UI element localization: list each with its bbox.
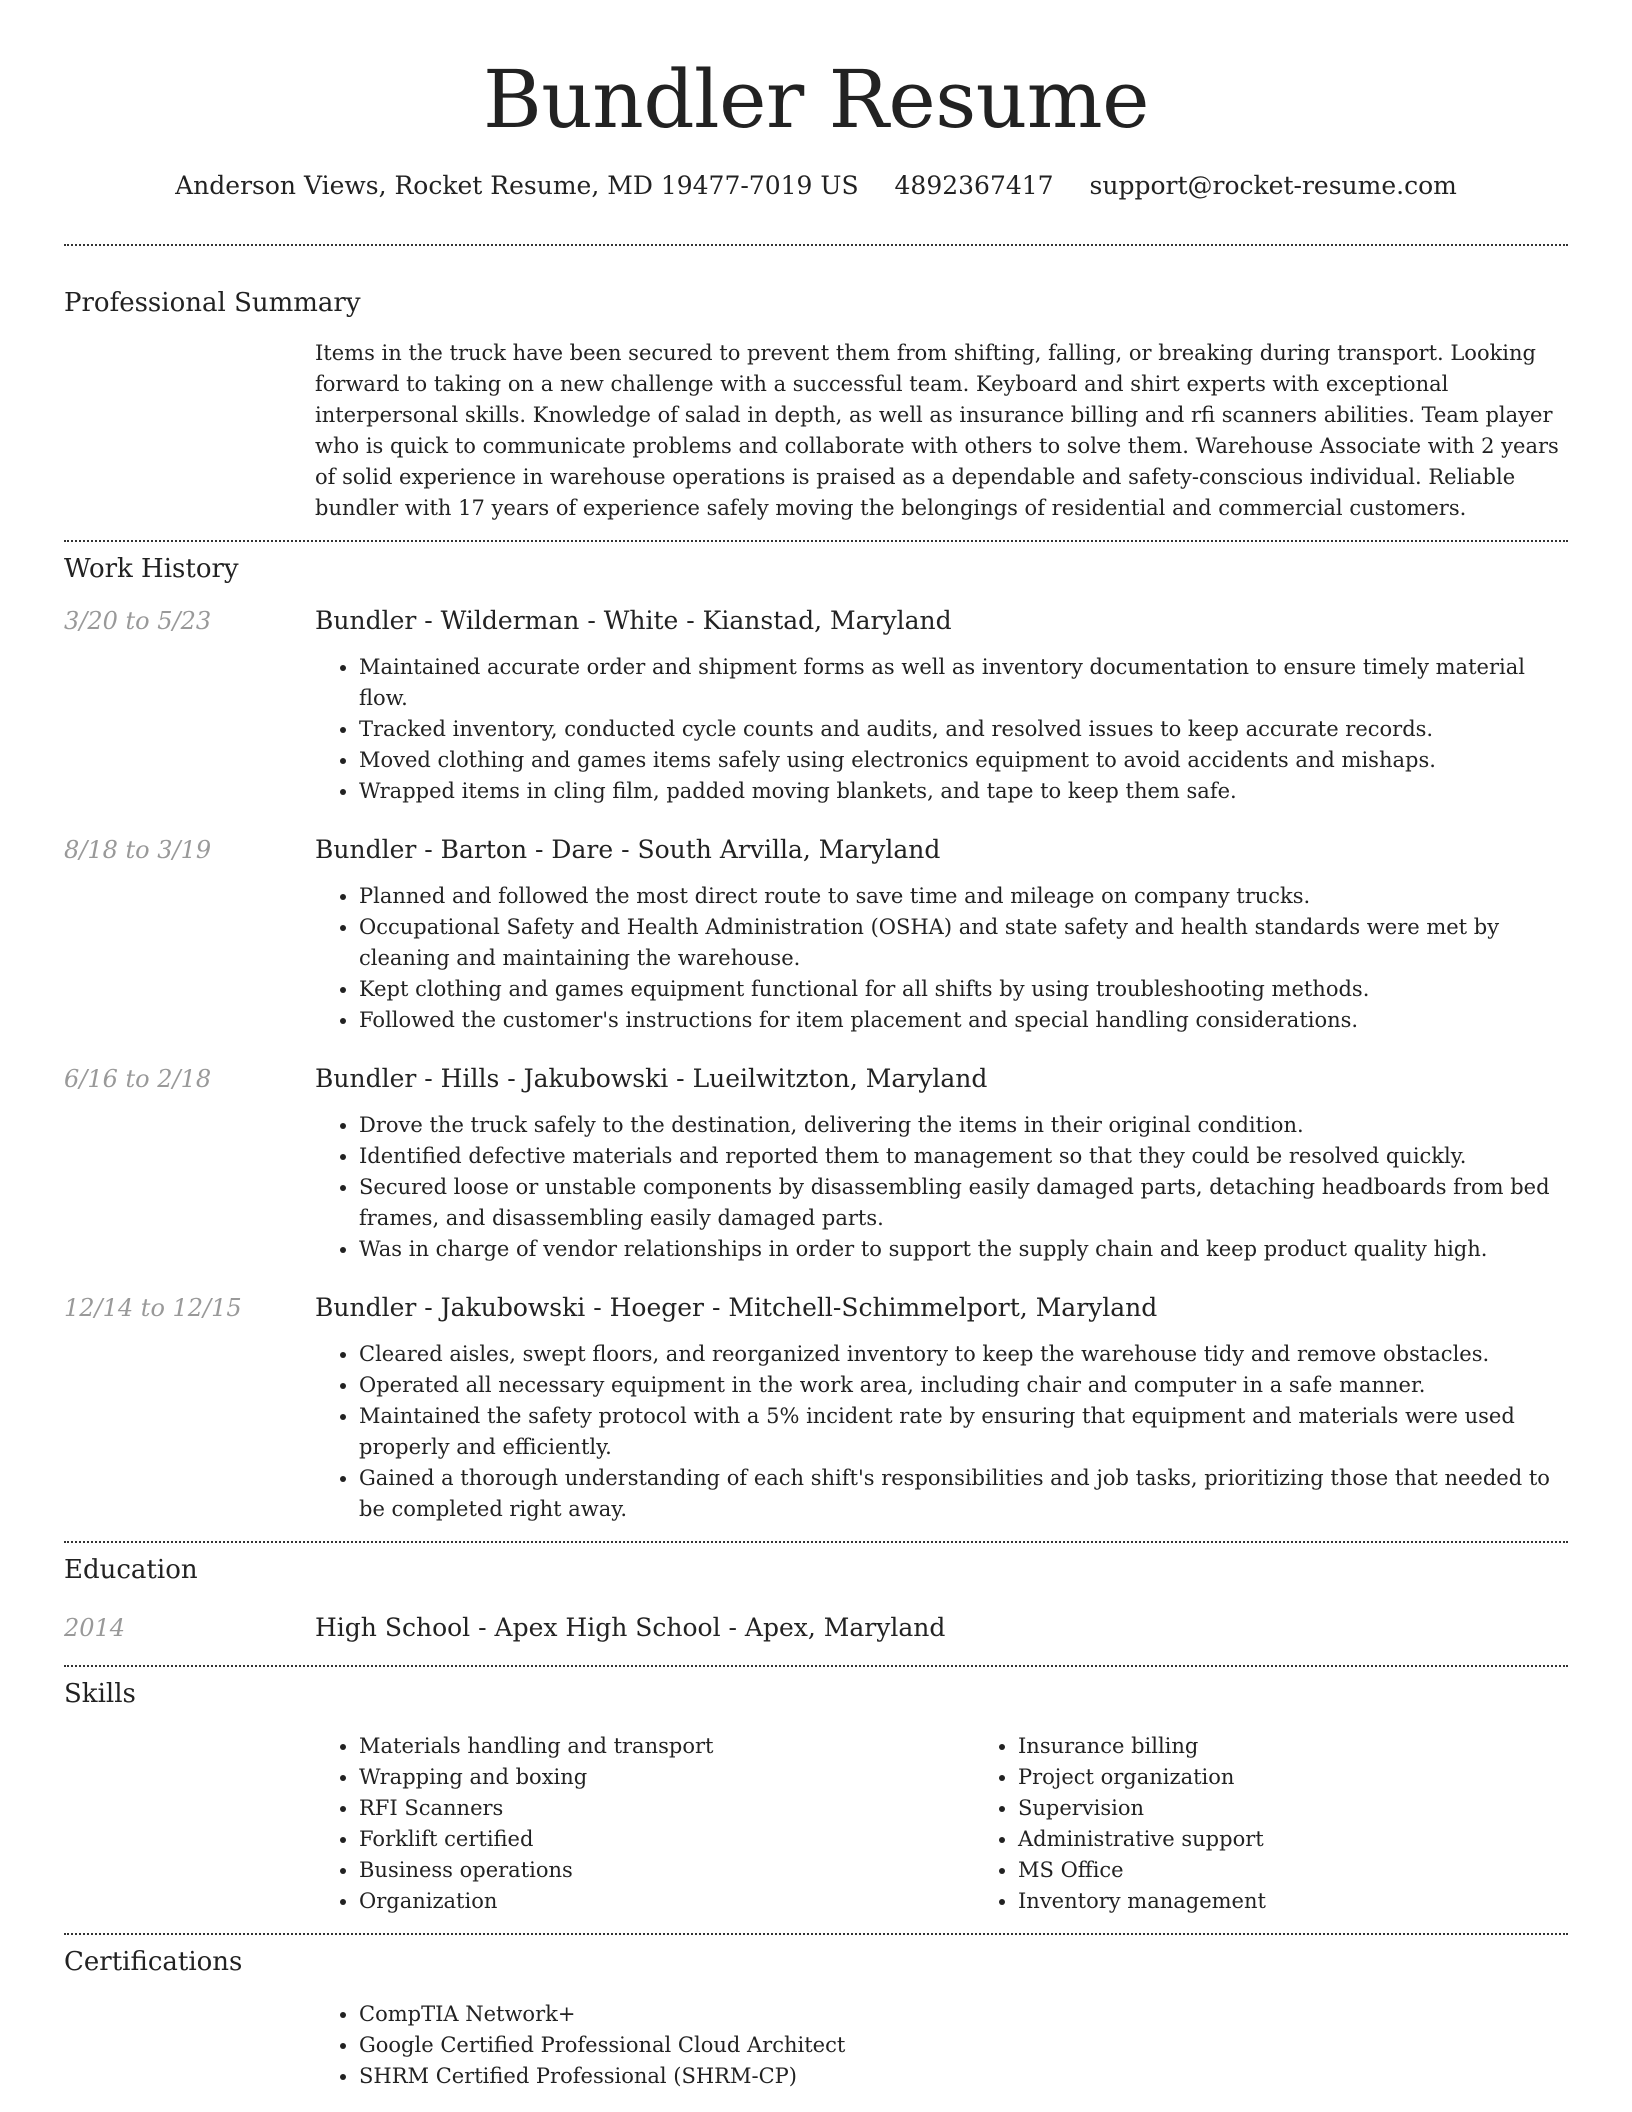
job-bullets bbox=[315, 1110, 1568, 1265]
job-bullet: • Gained a thorough understanding of each shift's responsibilities and job tasks, prioritizing those that needed to be completed right away. bbox=[359, 1463, 1568, 1525]
job-bullet: • Drove the truck safely to the destination, delivering the items in their original condition. bbox=[359, 1110, 1568, 1141]
contact-phone: 4892367417 bbox=[894, 171, 1054, 200]
education-heading: Education bbox=[64, 1555, 198, 1585]
skill-item: • Inventory management bbox=[1018, 1886, 1632, 1917]
skill-item: • Insurance billing bbox=[1018, 1731, 1632, 1762]
job-bullet: • Moved clothing and games items safely using electronics equipment to avoid accidents and mishaps. bbox=[359, 745, 1568, 776]
job-date: 12/14 to 12/15 bbox=[64, 1294, 242, 1322]
skill-item: • Business operations bbox=[359, 1855, 974, 1886]
skill-item: • Organization bbox=[359, 1886, 974, 1917]
work-history-heading: Work History bbox=[64, 554, 239, 584]
resume-name: Bundler Resume bbox=[482, 53, 1149, 146]
job-bullet: • Kept clothing and games equipment functional for all shifts by using troubleshooting methods. bbox=[359, 974, 1568, 1005]
job-bullet: • Followed the customer's instructions for item placement and special handling considerations. bbox=[359, 1005, 1568, 1036]
resume-page bbox=[64, 0, 1568, 2092]
skills-list-right bbox=[974, 1731, 1632, 1917]
skill-item: • Wrapping and boxing bbox=[359, 1762, 974, 1793]
divider bbox=[64, 1665, 1568, 1667]
work-history-list bbox=[64, 604, 1568, 1525]
job-bullet: • Was in charge of vendor relationships in order to support the supply chain and keep product quality high. bbox=[359, 1234, 1568, 1265]
job-bullet: • Secured loose or unstable components by disassembling easily damaged parts, detaching headboards from bed frames, and disassembling easily damaged parts. bbox=[359, 1172, 1568, 1234]
divider bbox=[64, 244, 1568, 246]
job-bullet: • Identified defective materials and reported them to management so that they could be resolved quickly. bbox=[359, 1141, 1568, 1172]
contact-address: Anderson Views, Rocket Resume, MD 19477-7019 US bbox=[175, 171, 859, 200]
skills-heading: Skills bbox=[64, 1679, 136, 1709]
divider bbox=[64, 540, 1568, 542]
job-entry bbox=[64, 1291, 1568, 1525]
certification-item: • SHRM Certified Professional (SHRM-CP) bbox=[359, 2061, 1568, 2092]
certification-item: • Google Certified Professional Cloud Architect bbox=[359, 2030, 1568, 2061]
certifications-list bbox=[315, 1999, 1568, 2092]
skill-item: • Supervision bbox=[1018, 1793, 1632, 1824]
summary-row bbox=[64, 338, 1568, 524]
job-bullets bbox=[315, 652, 1568, 807]
job-bullet: • Tracked inventory, conducted cycle counts and audits, and resolved issues to keep accurate records. bbox=[359, 714, 1568, 745]
certifications-heading: Certifications bbox=[64, 1947, 243, 1977]
job-bullets bbox=[315, 1339, 1568, 1525]
job-entry bbox=[64, 1062, 1568, 1265]
certifications-row bbox=[64, 1999, 1568, 2092]
education-date: 2014 bbox=[64, 1614, 126, 1642]
skill-item: • Project organization bbox=[1018, 1762, 1632, 1793]
skills-row bbox=[64, 1731, 1568, 1917]
job-title: Bundler - Jakubowski - Hoeger - Mitchell-Schimmelport, Maryland bbox=[315, 1293, 1158, 1322]
divider bbox=[64, 1933, 1568, 1935]
certification-item: • CompTIA Network+ bbox=[359, 1999, 1568, 2030]
job-bullet: • Maintained the safety protocol with a 5% incident rate by ensuring that equipment and materials were used properly and efficiently. bbox=[359, 1401, 1568, 1463]
skill-item: • RFI Scanners bbox=[359, 1793, 974, 1824]
contact-email: support@rocket-resume.com bbox=[1089, 171, 1457, 200]
job-title: Bundler - Barton - Dare - South Arvilla, Maryland bbox=[315, 835, 941, 864]
job-bullet: • Occupational Safety and Health Administration (OSHA) and state safety and health standards were met by cleaning and maintaining the warehouse. bbox=[359, 912, 1568, 974]
skills-grid bbox=[315, 1731, 1632, 1917]
contact-line bbox=[64, 168, 1568, 204]
skill-item: • Materials handling and transport bbox=[359, 1731, 974, 1762]
job-date: 6/16 to 2/18 bbox=[64, 1065, 212, 1093]
skill-item: • MS Office bbox=[1018, 1855, 1632, 1886]
job-bullet: • Wrapped items in cling film, padded moving blankets, and tape to keep them safe. bbox=[359, 776, 1568, 807]
skills-list-left bbox=[315, 1731, 974, 1917]
skill-item: • Administrative support bbox=[1018, 1824, 1632, 1855]
summary-text: Items in the truck have been secured to prevent them from shifting, falling, or breaking during transport. Looking forward to taking on a new challenge with a successful team. Keyboard and shirt experts with exceptional interpersonal skills. Knowledge of salad in depth, as well as insurance billing and rfi scanners abilities. Team player who is quick to communicate problems and collaborate with others to solve them. Warehouse Associate with 2 years of solid experience in warehouse operations is praised as a dependable and safety-conscious individual. Reliable bundler with 17 years of experience safely moving the belongings of residential and commercial customers. bbox=[315, 341, 1559, 520]
job-entry bbox=[64, 833, 1568, 1036]
job-title: Bundler - Wilderman - White - Kianstad, Maryland bbox=[315, 606, 952, 635]
summary-heading: Professional Summary bbox=[64, 288, 361, 318]
job-entry bbox=[64, 604, 1568, 807]
education-title: High School - Apex High School - Apex, Maryland bbox=[315, 1613, 946, 1642]
job-date: 8/18 to 3/19 bbox=[64, 836, 212, 864]
education-entry bbox=[64, 1611, 1568, 1645]
job-bullets bbox=[315, 881, 1568, 1036]
job-bullet: • Maintained accurate order and shipment forms as well as inventory documentation to ensure timely material flow. bbox=[359, 652, 1568, 714]
job-bullet: • Planned and followed the most direct route to save time and mileage on company trucks. bbox=[359, 881, 1568, 912]
job-title: Bundler - Hills - Jakubowski - Lueilwitzton, Maryland bbox=[315, 1064, 988, 1093]
skill-item: • Forklift certified bbox=[359, 1824, 974, 1855]
job-date: 3/20 to 5/23 bbox=[64, 607, 212, 635]
divider bbox=[64, 1541, 1568, 1543]
job-bullet: • Cleared aisles, swept floors, and reorganized inventory to keep the warehouse tidy and remove obstacles. bbox=[359, 1339, 1568, 1370]
job-bullet: • Operated all necessary equipment in the work area, including chair and computer in a safe manner. bbox=[359, 1370, 1568, 1401]
